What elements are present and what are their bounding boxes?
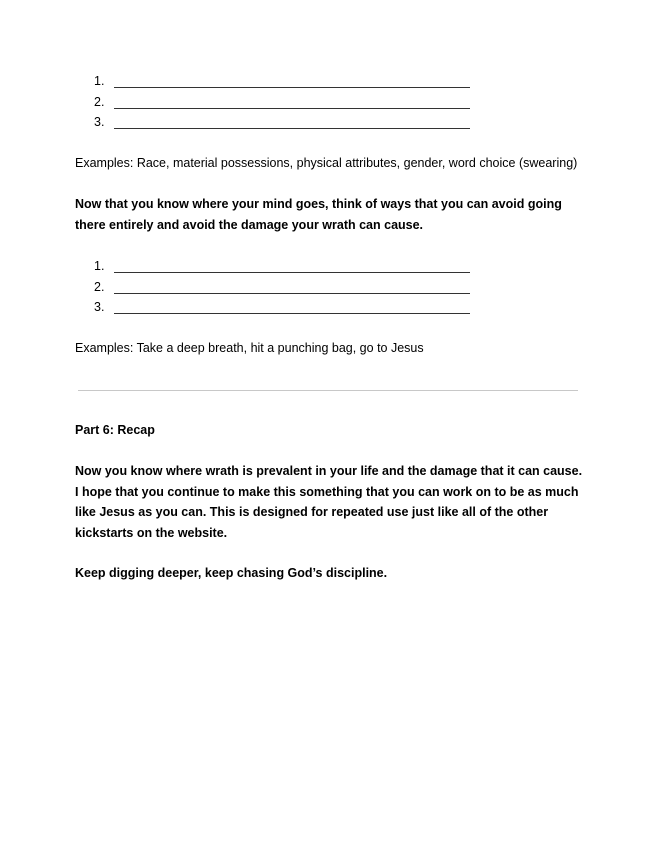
list-item [94, 300, 494, 321]
list-item [94, 74, 494, 95]
prompt-text: Now that you know where your mind goes, think of ways that you can avoid going there entirely and avoid the damage your wrath can cause. [75, 197, 562, 232]
section-heading: Part 6: Recap [75, 423, 155, 437]
answer-blank [114, 293, 470, 294]
item-number: 1. [94, 259, 105, 273]
answer-blank [114, 313, 470, 314]
closing-text: Keep digging deeper, keep chasing God’s discipline. [75, 566, 388, 580]
item-number: 2. [94, 279, 105, 294]
examples-text-2: Examples: Take a deep breath, hit a punching bag, go to Jesus [75, 341, 424, 355]
answer-list-2 [94, 259, 494, 321]
list-item [94, 95, 494, 116]
item-number: 1. [94, 74, 105, 88]
item-number: 3. [94, 300, 105, 314]
recap-paragraph: Now you know where wrath is prevalent in your life and the damage that it can cause. I hope that you continue to make this something that you can work on to be as much like Jesus as you can. This is designed for repeated use just like all of the other kickstarts on the website. [75, 464, 583, 540]
list-item [94, 115, 494, 136]
answer-blank [114, 87, 470, 88]
item-number: 2. [94, 94, 105, 109]
list-item [94, 280, 494, 301]
answer-list-1 [94, 74, 494, 136]
answer-blank [114, 272, 470, 273]
item-number: 3. [94, 115, 105, 129]
list-item [94, 259, 494, 280]
section-divider [78, 390, 578, 391]
answer-blank [114, 128, 470, 129]
answer-blank [114, 108, 470, 109]
examples-text-1: Examples: Race, material possessions, physical attributes, gender, word choice (swearing) [75, 156, 578, 170]
